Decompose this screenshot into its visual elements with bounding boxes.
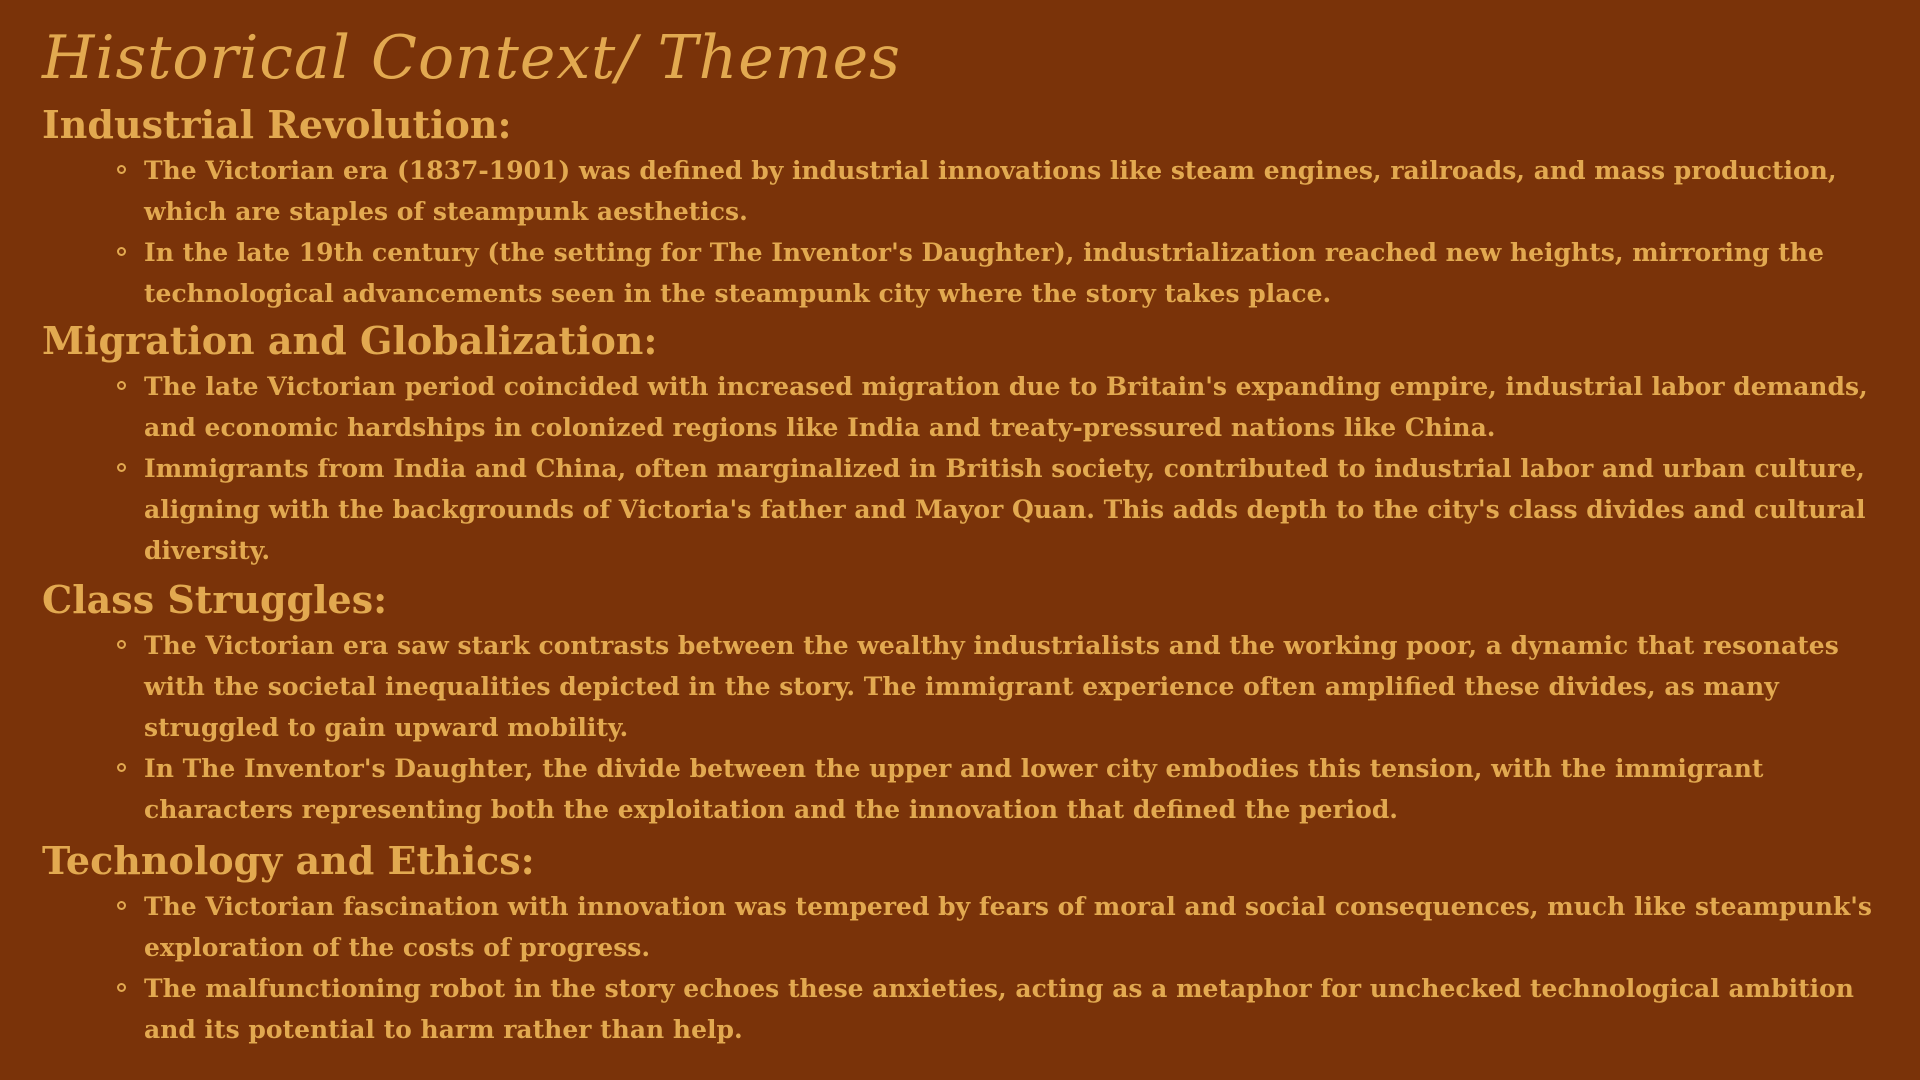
bullet-item [144, 748, 1880, 830]
hollow-circle-bullet-icon [117, 463, 126, 472]
bullet-text: The Victorian era saw stark contrasts between the wealthy industrialists and the working poor, a dynamic that resonates with the societal inequalities depicted in the story. The immigrant experience often amplified these divides, as many struggled to gain upward mobility. [144, 631, 1839, 742]
section-class-struggles [42, 575, 1880, 830]
bullet-item [144, 625, 1880, 748]
bullet-item [144, 232, 1880, 314]
slide-title: Historical Context/ Themes [42, 23, 901, 93]
bullet-item [144, 968, 1880, 1050]
bullet-list [42, 625, 1880, 830]
section-migration-globalization [42, 316, 1880, 571]
hollow-circle-bullet-icon [117, 983, 126, 992]
hollow-circle-bullet-icon [117, 247, 126, 256]
bullet-text: The malfunctioning robot in the story echoes these anxieties, acting as a metaphor for unchecked technological ambition and its potential to harm rather than help. [144, 974, 1854, 1044]
bullet-item [144, 366, 1880, 448]
bullet-text: The Victorian era (1837-1901) was defined by industrial innovations like steam engines, railroads, and mass production, which are staples of steampunk aesthetics. [144, 156, 1837, 226]
bullet-list [42, 150, 1880, 314]
hollow-circle-bullet-icon [117, 640, 126, 649]
hollow-circle-bullet-icon [117, 381, 126, 390]
hollow-circle-bullet-icon [117, 763, 126, 772]
hollow-circle-bullet-icon [117, 901, 126, 910]
section-technology-ethics [42, 836, 1880, 1050]
section-heading: Technology and Ethics: [42, 838, 535, 883]
bullet-item [144, 886, 1880, 968]
bullet-list [42, 366, 1880, 571]
bullet-list [42, 886, 1880, 1050]
section-heading: Class Struggles: [42, 577, 388, 622]
section-industrial-revolution [42, 100, 1880, 314]
bullet-text: The Victorian fascination with innovation was tempered by fears of moral and social consequences, much like steampunk's exploration of the costs of progress. [144, 892, 1873, 962]
bullet-item [144, 448, 1880, 571]
bullet-text: The late Victorian period coincided with increased migration due to Britain's expanding empire, industrial labor demands, and economic hardships in colonized regions like India and treaty-pressured nations like China. [144, 372, 1868, 442]
section-heading: Industrial Revolution: [42, 102, 512, 147]
bullet-text: In The Inventor's Daughter, the divide between the upper and lower city embodies this tension, with the immigrant characters representing both the exploitation and the innovation that defined the period. [144, 754, 1764, 824]
bullet-item [144, 150, 1880, 232]
section-heading: Migration and Globalization: [42, 318, 658, 363]
bullet-text: Immigrants from India and China, often marginalized in British society, contributed to industrial labor and urban culture, aligning with the backgrounds of Victoria's father and Mayor Quan. This adds depth to the city's class divides and cultural diversity. [144, 454, 1866, 565]
bullet-text: In the late 19th century (the setting for The Inventor's Daughter), industrialization reached new heights, mirroring the technological advancements seen in the steampunk city where the story takes place. [144, 238, 1824, 308]
hollow-circle-bullet-icon [117, 165, 126, 174]
